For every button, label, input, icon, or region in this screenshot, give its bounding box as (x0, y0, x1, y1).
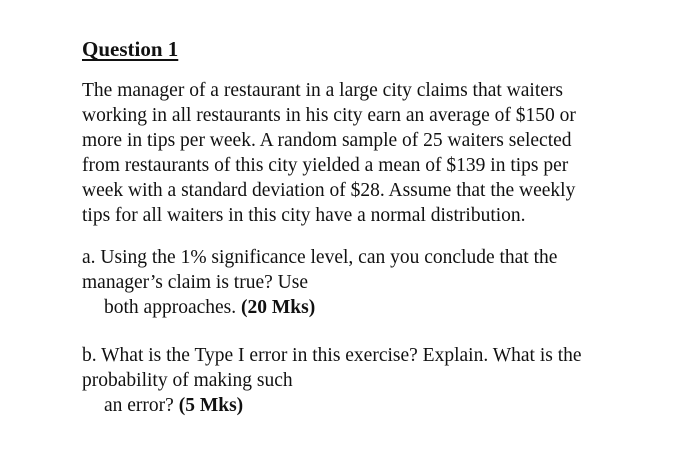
stem-line-4: from restaurants of this city yielded a mean of $139 in tips per (82, 155, 569, 176)
part-a-marks: (20 Mks) (241, 297, 316, 318)
part-b-line-1: b. What is the Type I error in this exercise? Explain. What is the (82, 345, 582, 366)
stem-line-6: tips for all waiters in this city have a normal distribution. (82, 205, 526, 226)
stem-line-3: more in tips per week. A random sample of 25 waiters selected (82, 130, 572, 151)
stem-line-1: The manager of a restaurant in a large city claims that waiters (82, 80, 563, 101)
stem-line-5: week with a standard deviation of $28. Assume that the weekly (82, 180, 576, 201)
part-b-line-3 (104, 393, 243, 418)
part-b-line-3-text: an error? (104, 395, 179, 416)
part-a-line-3 (104, 295, 315, 320)
question-title: Question 1 (82, 37, 179, 61)
part-a-line-3-text: both approaches. (104, 297, 241, 318)
part-b-line-2: probability of making such (82, 370, 293, 391)
part-a-line-1: a. Using the 1% significance level, can you conclude that the (82, 247, 558, 268)
stem-line-2: working in all restaurants in his city earn an average of $150 or (82, 105, 576, 126)
part-b-marks: (5 Mks) (178, 395, 244, 416)
part-a-line-2: manager’s claim is true? Use (82, 272, 308, 293)
